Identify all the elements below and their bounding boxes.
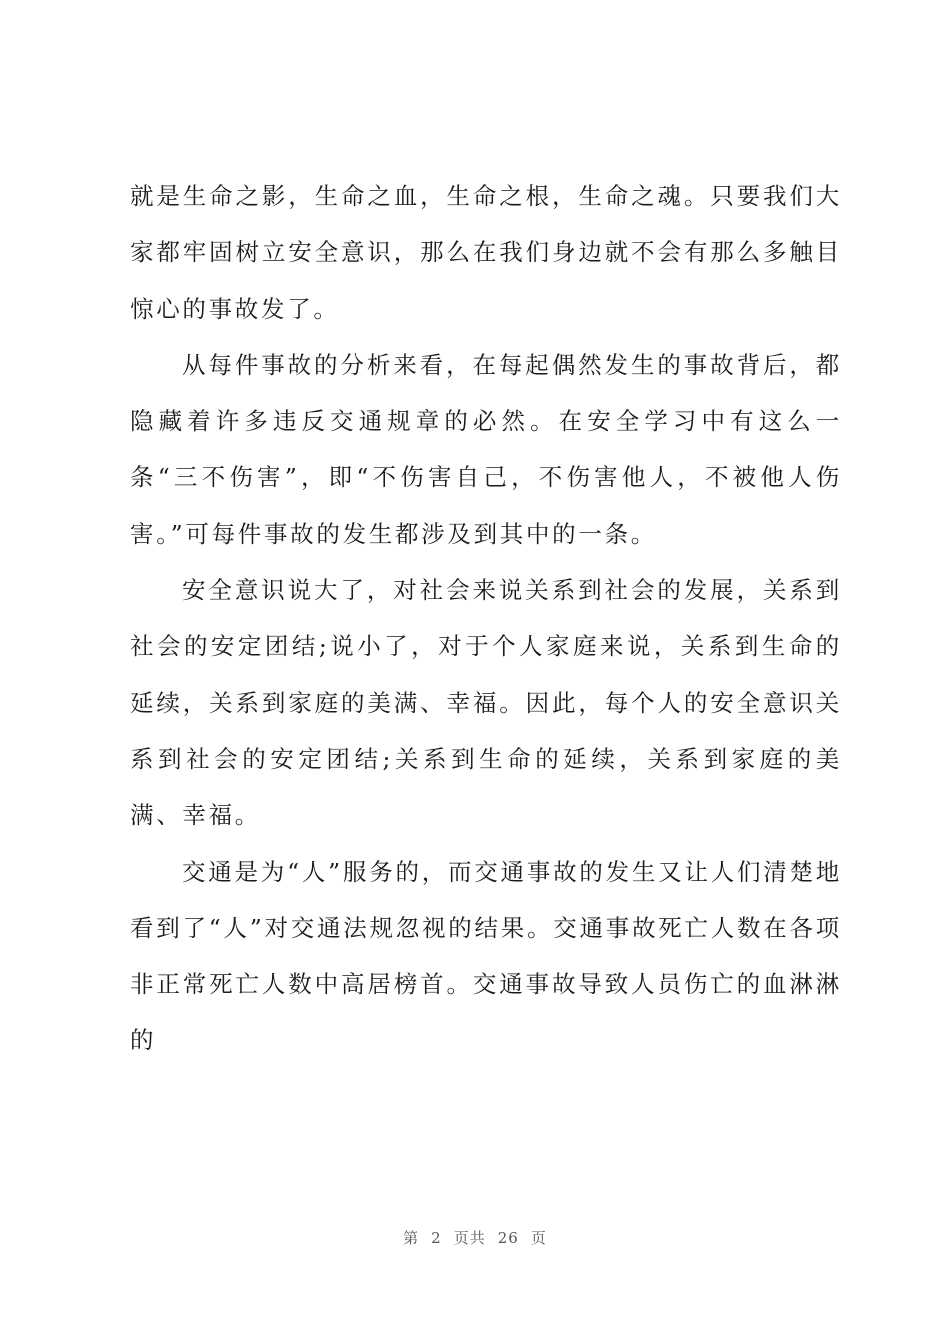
footer-suffix: 页 xyxy=(530,1229,547,1247)
document-body xyxy=(130,168,842,1069)
page-footer xyxy=(0,1227,950,1248)
paragraph-2: 从每件事故的分析来看，在每起偶然发生的事故背后，都隐藏着许多违反交通规章的必然。在安全学习中有这么一条“三不伤害”，即“不伤害自己，不伤害他人，不被他人伤害。”可每件事故的发生都涉及到其中的一条。 xyxy=(130,350,842,548)
paragraph-1: 就是生命之影，生命之血，生命之根，生命之魂。只要我们大家都牢固树立安全意识，那么在我们身边就不会有那么多触目惊心的事故发了。 xyxy=(130,182,842,323)
paragraph-4: 交通是为“人”服务的，而交通事故的发生又让人们清楚地看到了“人”对交通法规忽视的结果。交通事故死亡人数在各项非正常死亡人数中高居榜首。交通事故导致人员伤亡的血淋淋的 xyxy=(130,857,842,1055)
footer-middle: 页共 xyxy=(453,1229,486,1247)
paragraph-3: 安全意识说大了，对社会来说关系到社会的发展，关系到社会的安定团结;说小了，对于个人家庭来说，关系到生命的延续，关系到家庭的美满、幸福。因此，每个人的安全意识关系到社会的安定团结;关系到生命的延续，关系到家庭的美满、幸福。 xyxy=(130,576,842,830)
footer-page-number: 2 xyxy=(431,1229,442,1247)
footer-total-pages: 26 xyxy=(497,1229,519,1247)
footer-prefix: 第 xyxy=(403,1229,420,1247)
